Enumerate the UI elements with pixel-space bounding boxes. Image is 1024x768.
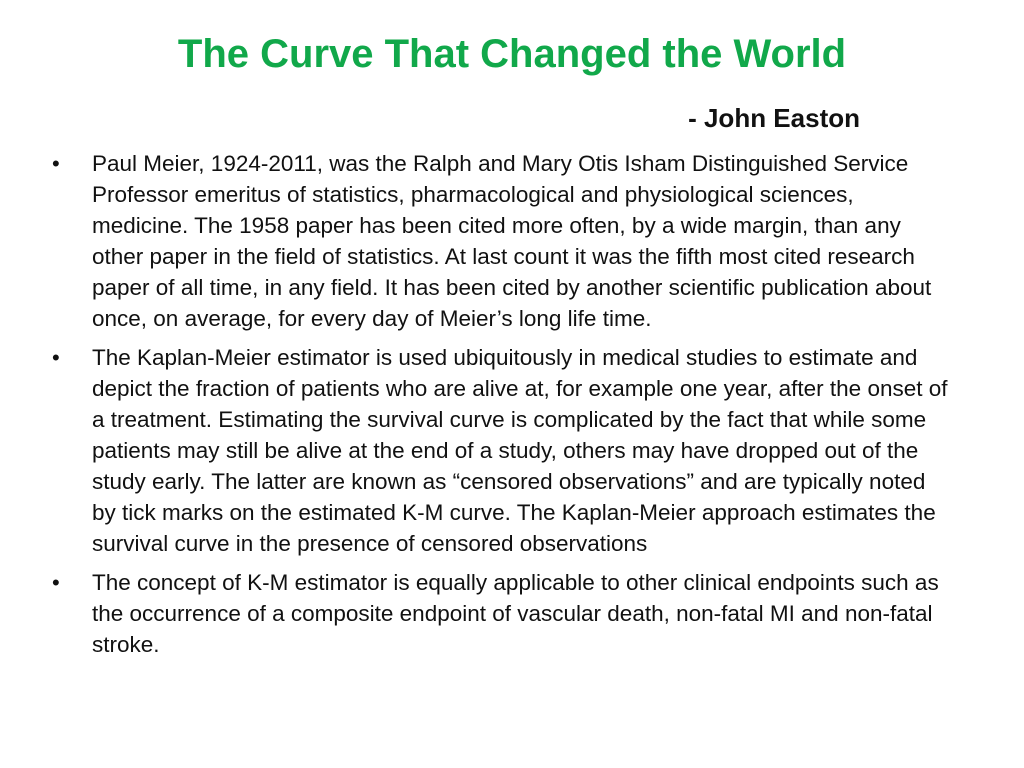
author-attribution: - John Easton [688,103,860,133]
bullet-item [50,342,950,559]
bullet-item [50,148,950,334]
bullet-marker: • [52,151,60,176]
bullet-item [50,567,950,660]
bullet-marker: • [52,570,60,595]
bullet-list [50,148,950,668]
bullet-text: The Kaplan-Meier estimator is used ubiquitously in medical studies to estimate and depict the fraction of patients who are alive at, for example one year, after the onset of a treatment. Estimating the survival curve is complicated by the fact that while some patients may still be alive at the end of a study, others may have dropped out of the study early. The latter are known as “censored observations” and are typically noted by tick marks on the estimated K-M curve. The Kaplan-Meier approach estimates the survival curve in the presence of censored observations [92,345,948,556]
bullet-text: The concept of K-M estimator is equally applicable to other clinical endpoints such as the occurrence of a composite endpoint of vascular death, non-fatal MI and non-fatal stroke. [92,570,939,657]
bullet-text: Paul Meier, 1924-2011, was the Ralph and Mary Otis Isham Distinguished Service Professor emeritus of statistics, pharmacological and physiological sciences, medicine. The 1958 paper has been cited more often, by a wide margin, than any other paper in the field of statistics. At last count it was the fifth most cited research paper of all time, in any field. It has been cited by another scientific publication about once, on average, for every day of Meier’s long life time. [92,151,932,331]
bullet-marker: • [52,345,60,370]
slide-title: The Curve That Changed the World [177,32,847,76]
